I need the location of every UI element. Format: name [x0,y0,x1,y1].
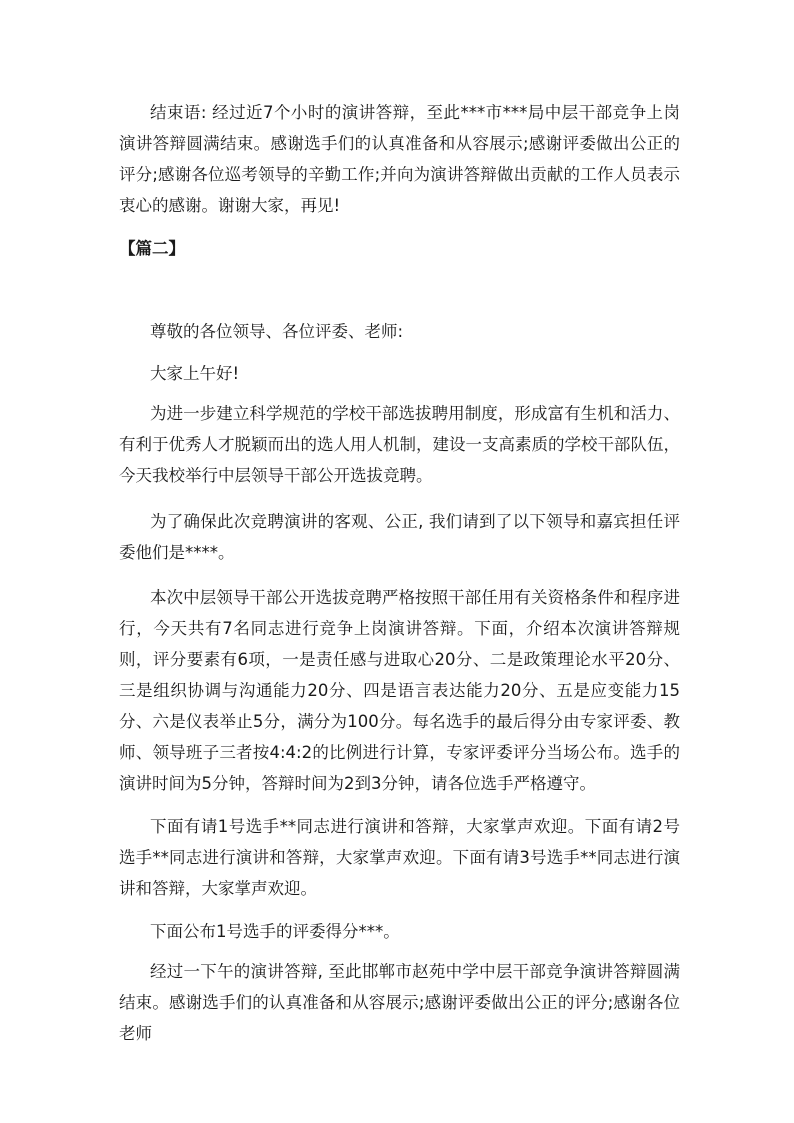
score-paragraph: 下面公布1号选手的评委得分***。 [150,922,400,941]
section-heading: 【篇二】 [119,239,185,258]
purpose-paragraph: 为进一步建立科学规范的学校干部选拔聘用制度，形成富有生机和活力、有利于优秀人才脱颖而出的选人用人机制，建设一支高素质的学校干部队伍，今天我校举行中层领导干部公开选拔竞聘。 [119,404,680,485]
greeting-paragraph: 大家上午好! [150,364,240,383]
rules-paragraph: 本次中层领导干部公开选拔竞聘严格按照干部任用有关资格条件和程序进行，今天共有7名同志进行竞争上岗演讲答辩。下面，介绍本次演讲答辩规则，评分要素有6项，一是责任感与进取心20分、二是政策理论水平20分、三是组织协调与沟通能力20分、四是语言表达能力20分、五是应变能力15分、六是仪表举止5分，满分为100分。每名选手的最后得分由专家评委、教师、领导班子三者按4:4:2的比例进行计算，专家评委评分当场公布。选手的演讲时间为5分钟，答辩时间为2到3分钟，请各位选手严格遵守。 [119,588,680,793]
contestants-paragraph: 下面有请1号选手**同志进行演讲和答辩，大家掌声欢迎。下面有请2号选手**同志进行演讲和答辩，大家掌声欢迎。下面有请3号选手**同志进行演讲和答辩，大家掌声欢迎。 [119,817,680,898]
judges-paragraph: 为了确保此次竞聘演讲的客观、公正, 我们请到了以下领导和嘉宾担任评委他们是****。 [119,512,680,562]
closing-paragraph: 结束语: 经过近7个小时的演讲答辩，至此***市***局中层干部竞争上岗演讲答辩圆满结束。感谢选手们的认真准备和从容展示;感谢评委做出公正的评分;感谢各位巡考领导的辛勤工作;并向为演讲答辩做出贡献的工作人员表示衷心的感谢。谢谢大家，再见! [119,103,680,215]
salutation-paragraph: 尊敬的各位领导、各位评委、老师: [150,322,404,341]
ending-paragraph: 经过一下午的演讲答辩, 至此邯郸市赵苑中学中层干部竞争演讲答辩圆满结束。感谢选手们的认真准备和从容展示;感谢评委做出公正的评分;感谢各位老师 [119,962,680,1043]
